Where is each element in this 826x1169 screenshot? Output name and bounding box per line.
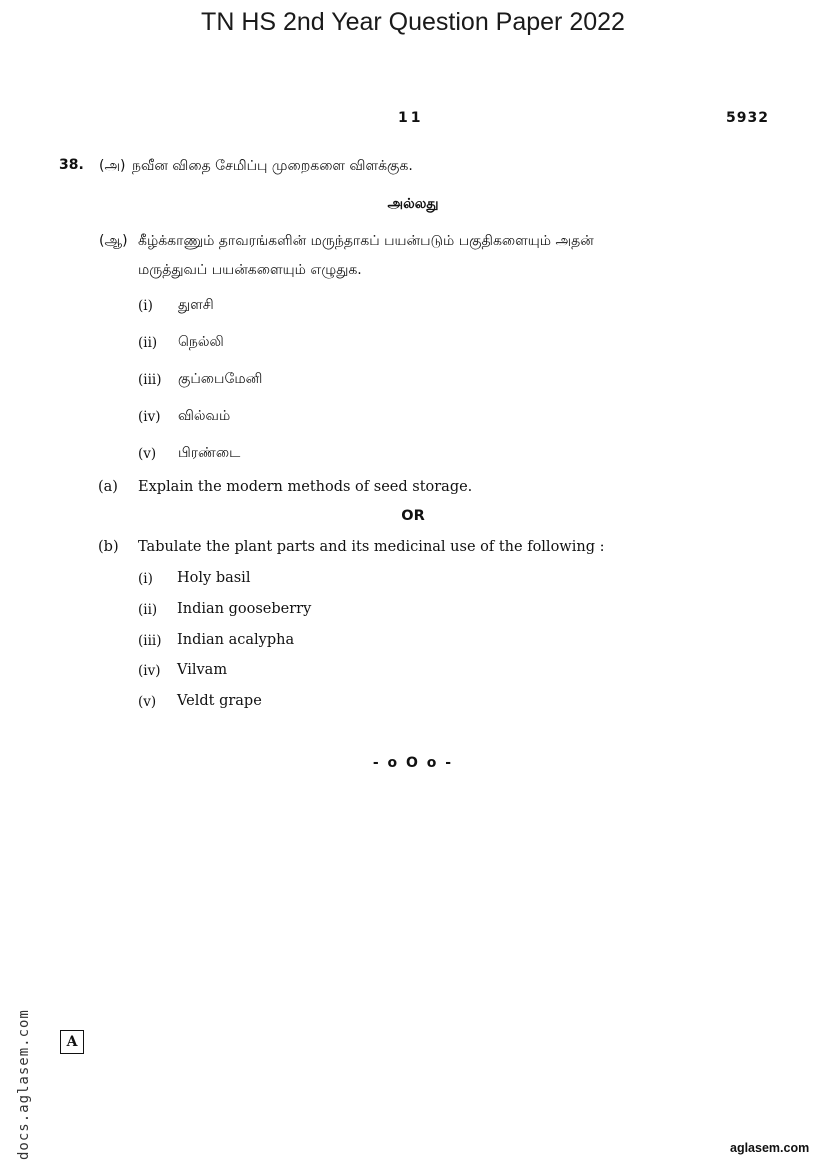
tamil-item-text: வில்வம் bbox=[178, 408, 231, 424]
end-of-paper-mark: - o O o - bbox=[372, 755, 454, 771]
english-part-b-text: Tabulate the plant parts and its medicinal use of the following : bbox=[138, 539, 605, 555]
english-item-label: (iii) bbox=[138, 633, 162, 649]
english-item-text: Holy basil bbox=[177, 570, 251, 586]
english-item-text: Veldt grape bbox=[177, 693, 262, 709]
tamil-item-text: நெல்லி bbox=[178, 334, 224, 350]
english-or-separator: OR bbox=[401, 508, 425, 524]
tamil-part-a-label: (அ) bbox=[99, 158, 126, 174]
english-item-text: Indian gooseberry bbox=[177, 601, 312, 617]
tamil-item-label: (v) bbox=[138, 446, 157, 462]
page-header-title: TN HS 2nd Year Question Paper 2022 bbox=[201, 8, 625, 36]
tamil-item-label: (iii) bbox=[138, 372, 162, 388]
english-part-a-text: Explain the modern methods of seed storage. bbox=[138, 479, 473, 495]
english-part-b-label: (b) bbox=[98, 539, 119, 555]
footer-brand[interactable]: aglasem.com bbox=[730, 1141, 810, 1155]
tamil-item-label: (i) bbox=[138, 298, 153, 314]
tamil-item-text: பிரண்டை bbox=[178, 445, 241, 461]
side-watermark: docs.aglasem.com bbox=[16, 1009, 32, 1160]
tamil-part-b-line1: கீழ்க்காணும் தாவரங்களின் மருந்தாகப் பயன்படும் பகுதிகளையும் அதன் bbox=[138, 233, 594, 249]
english-item-label: (iv) bbox=[138, 663, 161, 679]
tamil-or-separator: அல்லது bbox=[387, 196, 439, 212]
tamil-part-b-line2: மருத்துவப் பயன்களையும் எழுதுக. bbox=[138, 262, 362, 278]
english-item-text: Vilvam bbox=[177, 662, 228, 678]
paper-code: 5932 bbox=[726, 110, 769, 126]
version-box: A bbox=[60, 1030, 84, 1054]
question-number: 38. bbox=[59, 157, 84, 173]
tamil-item-label: (iv) bbox=[138, 409, 161, 425]
english-item-text: Indian acalypha bbox=[177, 632, 295, 648]
english-part-a-label: (a) bbox=[98, 479, 118, 495]
tamil-part-a-text: நவீன விதை சேமிப்பு முறைகளை விளக்குக. bbox=[132, 158, 413, 174]
tamil-item-text: துளசி bbox=[178, 297, 214, 313]
english-item-label: (ii) bbox=[138, 602, 158, 618]
tamil-item-text: குப்பைமேனி bbox=[178, 371, 263, 387]
page-number: 11 bbox=[398, 110, 424, 126]
english-item-label: (v) bbox=[138, 694, 157, 710]
english-item-label: (i) bbox=[138, 571, 153, 587]
tamil-item-label: (ii) bbox=[138, 335, 158, 351]
tamil-part-b-label: (ஆ) bbox=[99, 233, 128, 249]
